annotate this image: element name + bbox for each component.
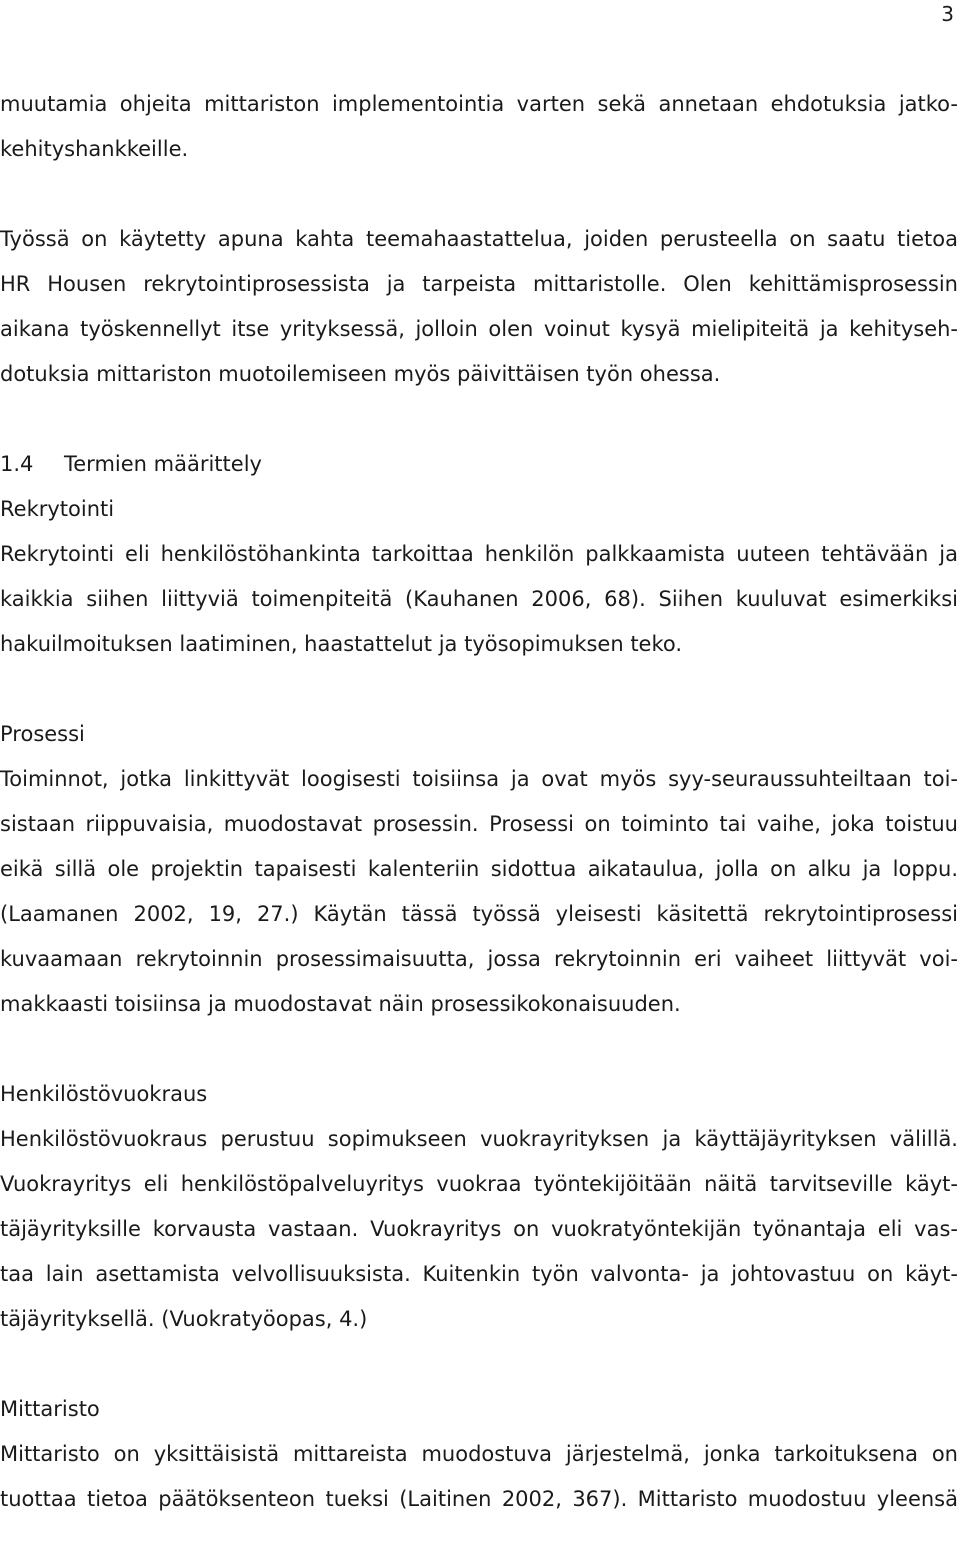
text-line: aikana työskennellyt itse yrityksessä, jolloin olen voinut kysyä mielipiteitä ja kehityseh- <box>0 317 958 341</box>
term-heading-rekrytointi: Rekrytointi <box>0 497 115 521</box>
text-line: Työssä on käytetty apuna kahta teemahaastattelua, joiden perusteella on saatu tietoa <box>0 227 958 251</box>
text-line: kuvaamaan rekrytoinnin prosessimaisuutta, jossa rekrytoinnin eri vaiheet liittyvät voi- <box>0 947 958 971</box>
document-body <box>0 82 958 1522</box>
text-line: dotuksia mittariston muotoilemiseen myös päivittäisen työn ohessa. <box>0 362 721 386</box>
text-line: taa lain asettamista velvollisuuksista. Kuitenkin työn valvonta- ja johtovastuu on käyt- <box>0 1262 958 1286</box>
term-definition-mittaristo <box>0 1432 958 1522</box>
text-line: (Laamanen 2002, 19, 27.) Käytän tässä työssä yleisesti käsitettä rekrytointiprosessi <box>0 902 958 926</box>
text-line: HR Housen rekrytointiprosessista ja tarpeista mittaristolle. Olen kehittämisprosessin <box>0 272 958 296</box>
section-number: 1.4 <box>0 452 34 476</box>
term-definition-prosessi <box>0 757 958 1027</box>
text-line: hakuilmoituksen laatiminen, haastattelut ja työsopimuksen teko. <box>0 632 683 656</box>
term-heading-mittaristo: Mittaristo <box>0 1397 100 1421</box>
page-number: 3 <box>941 2 954 26</box>
text-line: Mittaristo on yksittäisistä mittareista muodostuva järjestelmä, jonka tarkoituksena on <box>0 1442 958 1466</box>
text-line: eikä sillä ole projektin tapaisesti kalenteriin sidottua aikataulua, jolla on alku ja loppu. <box>0 857 958 881</box>
text-line: kaikkia siihen liittyviä toimenpiteitä (Kauhanen 2006, 68). Siihen kuuluvat esimerkiksi <box>0 587 958 611</box>
paragraph-method <box>0 217 958 397</box>
text-line: Vuokrayritys eli henkilöstöpalveluyritys vuokraa työntekijöitään näitä tarvitseville käyt- <box>0 1172 958 1196</box>
text-line: täjäyrityksellä. (Vuokratyöopas, 4.) <box>0 1307 368 1331</box>
term-heading-henkilostovuokraus: Henkilöstövuokraus <box>0 1082 208 1106</box>
term-definition-henkilostovuokraus <box>0 1117 958 1342</box>
text-line: kehityshankkeille. <box>0 137 189 161</box>
section-title: Termien määrittely <box>64 452 262 476</box>
text-line: makkaasti toisiinsa ja muodostavat näin prosessikokonaisuuden. <box>0 992 681 1016</box>
text-line: muutamia ohjeita mittariston implementointia varten sekä annetaan ehdotuksia jatko- <box>0 92 958 116</box>
text-line: Rekrytointi eli henkilöstöhankinta tarkoittaa henkilön palkkaamista uuteen tehtävään ja <box>0 542 958 566</box>
text-line: sistaan riippuvaisia, muodostavat prosessin. Prosessi on toiminto tai vaihe, joka toistuu <box>0 812 958 836</box>
term-heading-prosessi: Prosessi <box>0 722 85 746</box>
text-line: Toiminnot, jotka linkittyvät loogisesti toisiinsa ja ovat myös syy-seuraussuhteiltaan toi- <box>0 767 958 791</box>
text-line: täjäyrityksille korvausta vastaan. Vuokrayritys on vuokratyöntekijän työnantaja eli vas- <box>0 1217 958 1241</box>
section-heading <box>0 442 958 487</box>
paragraph-intro-end <box>0 82 958 172</box>
text-line: Henkilöstövuokraus perustuu sopimukseen vuokrayrityksen ja käyttäjäyrityksen välillä. <box>0 1127 958 1151</box>
term-definition-rekrytointi <box>0 532 958 667</box>
text-line: tuottaa tietoa päätöksenteon tueksi (Laitinen 2002, 367). Mittaristo muodostuu yleensä <box>0 1487 958 1511</box>
